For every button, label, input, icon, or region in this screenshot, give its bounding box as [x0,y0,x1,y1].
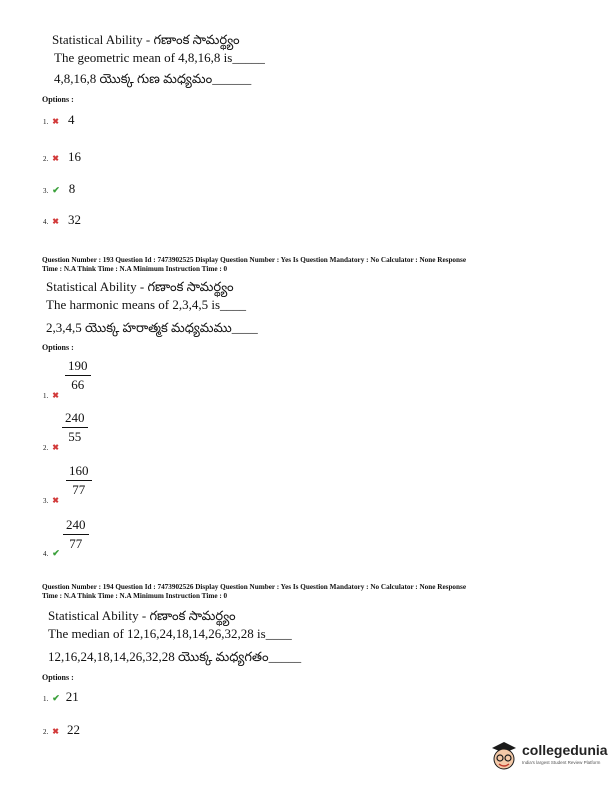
q193-meta [42,256,466,274]
q192-subject: Statistical Ability - గణాంక సామర్థ్యం [52,32,240,47]
q194-question-en: The median of 12,16,24,18,14,26,32,28 is____ [48,626,292,641]
q193-option-2 [43,437,59,455]
option-number: 1. [43,118,49,126]
fraction-numerator: 240 [63,517,89,535]
q193-option-1 [43,385,59,403]
option-number: 3. [43,187,49,195]
fraction-denominator: 77 [69,536,83,551]
option-value: 16 [67,149,81,164]
q193-question-en: The harmonic means of 2,3,4,5 is____ [46,297,247,312]
check-icon: ✔ [52,185,60,195]
q192-question-te: 4,8,16,8 యొక్క గుణ మధ్యమం______ [54,71,252,86]
q193-option-3 [43,490,59,508]
q194-meta-line1: Question Number : 194 Question Id : 7473902526 Display Question Number : Yes Is Question Mandatory : No Calculator : None Response [42,583,467,591]
fraction-numerator: 190 [65,358,91,376]
q192-options-label: Options : [42,95,74,104]
option-number: 1. [43,695,49,703]
q192-option-1 [43,111,74,129]
q192-question-en: The geometric mean of 4,8,16,8 is_____ [54,50,265,65]
q194-meta [42,583,466,601]
cross-icon: ✖ [52,391,59,400]
q193-question-te: 2,3,4,5 యొక్క హరాత్మక మధ్యమము____ [46,320,258,335]
q194-subject: Statistical Ability - గణాంక సామర్థ్యం [48,608,236,623]
option-number: 2. [43,728,49,736]
q194-options-label: Options : [42,673,74,682]
q194-question-te: 12,16,24,18,14,26,32,28 యొక్క మధ్యగతం_____ [48,649,302,664]
q192-option-2 [43,148,81,166]
brand-tagline: India's largest Student Review Platform [522,760,601,765]
brand-logo [488,740,606,774]
cross-icon: ✖ [52,117,59,126]
brand-name: collegedunia [522,742,608,758]
option-value: 4 [67,112,75,127]
option-number: 2. [43,155,49,163]
option-value: 22 [66,722,80,737]
fraction-numerator: 160 [66,463,92,481]
check-icon: ✔ [52,693,60,703]
q193-option-4 [43,543,60,561]
q193-meta-line1: Question Number : 193 Question Id : 7473902525 Display Question Number : Yes Is Question Mandatory : No Calculator : None Response [42,256,467,264]
option-value: 8 [68,181,76,196]
cross-icon: ✖ [52,443,59,452]
option-number: 4. [43,218,49,226]
fraction-denominator: 55 [68,429,82,444]
option-number: 3. [43,497,49,505]
mascot-icon [488,740,520,774]
fraction-numerator: 240 [62,410,88,428]
q193-options-label: Options : [42,343,74,352]
q193-option-2-fraction [62,410,88,445]
check-icon: ✔ [52,548,60,558]
q193-meta-line2: Time : N.A Think Time : N.A Minimum Instruction Time : 0 [42,265,228,273]
q193-option-3-fraction [66,463,92,498]
q193-option-1-fraction [65,358,91,393]
q192-option-3 [43,180,75,198]
option-value: 21 [65,689,79,704]
q194-option-1 [43,688,79,706]
q193-option-4-fraction [63,517,89,552]
fraction-denominator: 77 [72,482,86,497]
q193-subject: Statistical Ability - గణాంక సామర్థ్యం [46,279,234,294]
option-number: 4. [43,550,49,558]
option-value: 32 [67,212,81,227]
option-number: 1. [43,392,49,400]
cross-icon: ✖ [52,154,59,163]
cross-icon: ✖ [52,217,59,226]
q192-option-4 [43,211,81,229]
cross-icon: ✖ [52,727,59,736]
q194-meta-line2: Time : N.A Think Time : N.A Minimum Instruction Time : 0 [42,592,228,600]
cross-icon: ✖ [52,496,59,505]
fraction-denominator: 66 [71,377,85,392]
option-number: 2. [43,444,49,452]
q194-option-2 [43,721,80,739]
